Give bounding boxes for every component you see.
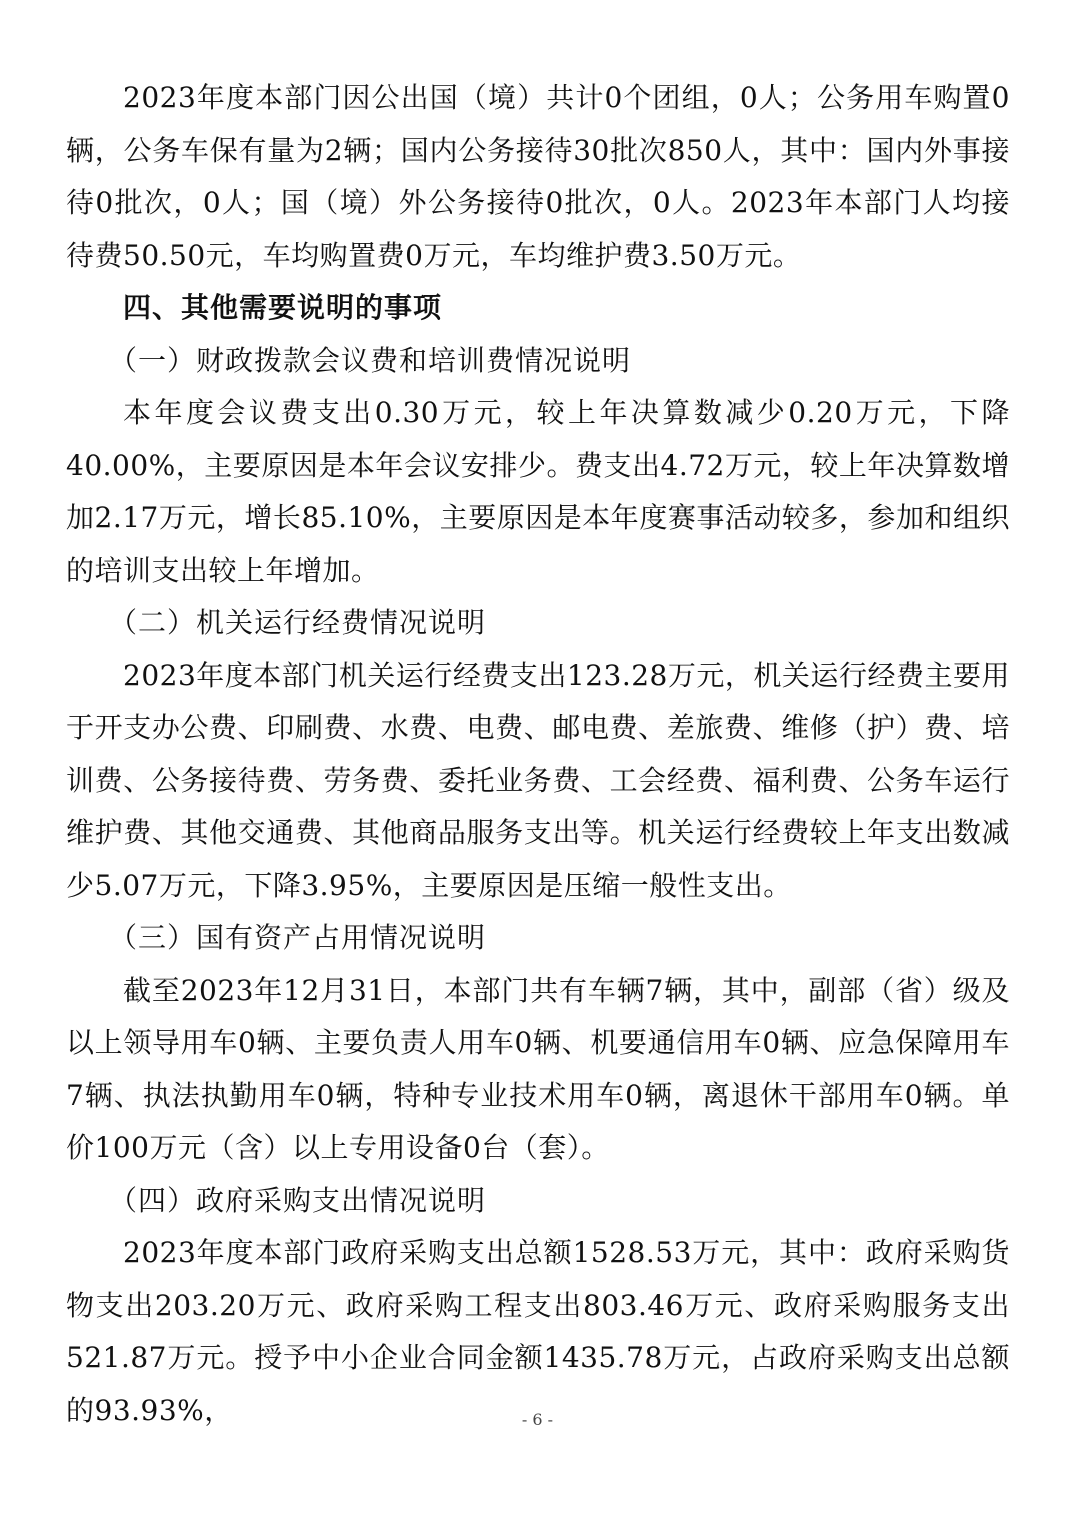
paragraph-procurement: 2023年度本部门政府采购支出总额1528.53万元，其中：政府采购货物支出203.20万元、政府采购工程支出803.46万元、政府采购服务支出521.87万元。授予中小企业合同金额1435.78万元，占政府采购支出总额的93.93%，: [66, 1236, 1010, 1427]
paragraph-state-assets: 截至2023年12月31日，本部门共有车辆7辆，其中，副部（省）级及以上领导用车0辆、主要负责人用车0辆、机要通信用车0辆、应急保障用车7辆、执法执勤用车0辆，特种专业技术用车0辆，离退休干部用车0辆。单价100万元（含）以上专用设备0台（套）。: [66, 973, 1010, 1164]
subsection-operating-expenses-heading: （二）机关运行经费情况说明: [109, 606, 487, 639]
paragraph-operating-expenses: 2023年度本部门机关运行经费支出123.28万元，机关运行经费主要用于开支办公费、印刷费、水费、电费、邮电费、差旅费、维修（护）费、培训费、公务接待费、劳务费、委托业务费、工会经费、福利费、公务车运行维护费、其他交通费、其他商品服务支出等。机关运行经费较上年支出数减少5.07万元，下降3.95%，主要原因是压缩一般性支出。: [66, 658, 1010, 902]
subsection-procurement-heading: （四）政府采购支出情况说明: [109, 1183, 487, 1217]
page-number: - 6 -: [521, 1410, 554, 1429]
subsection-state-assets-heading: （三）国有资产占用情况说明: [109, 921, 487, 954]
section-four-heading: 四、其他需要说明的事项: [123, 291, 443, 324]
paragraph-meeting-training: 本年度会议费支出0.30万元，较上年决算数减少0.20万元，下降40.00%，主要原因是本年会议安排少。费支出4.72万元，较上年决算数增加2.17万元，增长85.10%，主要原因是本年度赛事活动较多，参加和组织的培训支出较上年增加。: [66, 396, 1010, 587]
paragraph-official-reception: 2023年度本部门因公出国（境）共计0个团组，0人；公务用车购置0辆，公务车保有量为2辆；国内公务接待30批次850人，其中：国内外事接待0批次，0人；国（境）外公务接待0批次，0人。2023年本部门人均接待费50.50元，车均购置费0万元，车均维护费3.50万元。: [66, 81, 1010, 272]
document-body: [66, 72, 1010, 1437]
subsection-meeting-training-heading: （一）财政拨款会议费和培训费情况说明: [109, 343, 632, 377]
